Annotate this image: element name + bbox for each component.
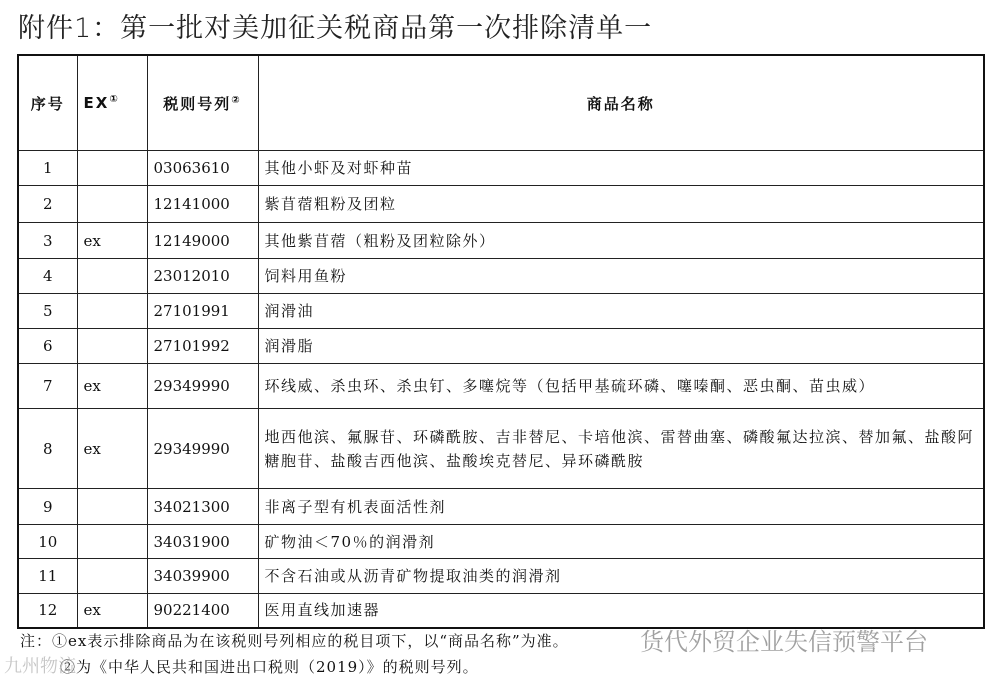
row-name: 医用直线加速器 [258, 594, 984, 628]
header-ex-sup: ① [109, 94, 120, 105]
header-ex-text: EX [83, 94, 110, 112]
row-code: 27101992 [147, 329, 258, 364]
watermark-right: 货代外贸企业失信预警平台 [640, 628, 928, 656]
row-number: 6 [18, 329, 77, 364]
exclusion-table [17, 54, 985, 629]
row-name: 地西他滨、氟脲苷、环磷酰胺、吉非替尼、卡培他滨、雷替曲塞、磷酸氟达拉滨、替加氟、盐酸阿糖胞苷、盐酸吉西他滨、盐酸埃克替尼、异环磷酰胺 [258, 409, 984, 489]
row-code: 12149000 [147, 223, 258, 259]
row-number: 8 [18, 409, 77, 489]
table-row [18, 525, 984, 559]
row-number: 3 [18, 223, 77, 259]
table-row [18, 294, 984, 329]
row-code: 90221400 [147, 594, 258, 628]
table-row [18, 259, 984, 294]
row-number: 9 [18, 489, 77, 525]
row-number: 7 [18, 364, 77, 409]
header-name-text: 商品名称 [586, 94, 655, 113]
row-number: 10 [18, 525, 77, 559]
row-code: 29349990 [147, 364, 258, 409]
row-name: 润滑油 [258, 294, 984, 329]
row-name: 饲料用鱼粉 [258, 259, 984, 294]
table-header [18, 55, 984, 151]
row-ex: ex [77, 223, 147, 259]
row-code: 03063610 [147, 151, 258, 186]
row-number: 1 [18, 151, 77, 186]
row-ex: ex [77, 409, 147, 489]
row-number: 4 [18, 259, 77, 294]
table-row [18, 559, 984, 594]
row-code: 23012010 [147, 259, 258, 294]
row-code: 27101991 [147, 294, 258, 329]
row-ex [77, 489, 147, 525]
header-name [258, 55, 984, 151]
row-name: 润滑脂 [258, 329, 984, 364]
row-number: 2 [18, 186, 77, 223]
row-code: 34039900 [147, 559, 258, 594]
row-ex [77, 294, 147, 329]
header-ex [77, 55, 147, 151]
table-row [18, 151, 984, 186]
row-name: 其他紫苜蓿（粗粉及团粒除外） [258, 223, 984, 259]
table-row [18, 186, 984, 223]
header-no-text: 序号 [30, 94, 65, 113]
row-number: 12 [18, 594, 77, 628]
row-ex: ex [77, 594, 147, 628]
table-row [18, 223, 984, 259]
row-ex [77, 559, 147, 594]
row-code: 34021300 [147, 489, 258, 525]
row-ex [77, 329, 147, 364]
table-row [18, 364, 984, 409]
row-name: 不含石油或从沥青矿物提取油类的润滑剂 [258, 559, 984, 594]
row-ex [77, 525, 147, 559]
row-code: 29349990 [147, 409, 258, 489]
row-number: 5 [18, 294, 77, 329]
row-ex [77, 151, 147, 186]
row-name: 矿物油＜70％的润滑剂 [258, 525, 984, 559]
watermark-left: 九州物流 [4, 656, 76, 677]
row-code: 12141000 [147, 186, 258, 223]
row-ex [77, 259, 147, 294]
table-row [18, 329, 984, 364]
note-1: 注：①ex表示排除商品为在该税则号列相应的税目项下，以“商品名称”为准。 [20, 632, 569, 650]
page-title: 附件1：第一批对美加征关税商品第一次排除清单一 [18, 13, 653, 44]
row-name: 其他小虾及对虾种苗 [258, 151, 984, 186]
row-name: 环线威、杀虫环、杀虫钉、多噻烷等（包括甲基硫环磷、噻嗪酮、恶虫酮、苗虫威） [258, 364, 984, 409]
row-code: 34031900 [147, 525, 258, 559]
header-code-text: 税则号列 [163, 94, 232, 113]
table-row [18, 409, 984, 489]
header-no [18, 55, 77, 151]
row-number: 11 [18, 559, 77, 594]
row-ex: ex [77, 364, 147, 409]
row-name: 非离子型有机表面活性剂 [258, 489, 984, 525]
row-ex [77, 186, 147, 223]
header-code [147, 55, 258, 151]
row-name: 紫苜蓿粗粉及团粒 [258, 186, 984, 223]
header-code-sup: ② [231, 94, 242, 106]
note-2: ②为《中华人民共和国进出口税则（2019）》的税则号列。 [60, 658, 479, 676]
table-row [18, 489, 984, 525]
